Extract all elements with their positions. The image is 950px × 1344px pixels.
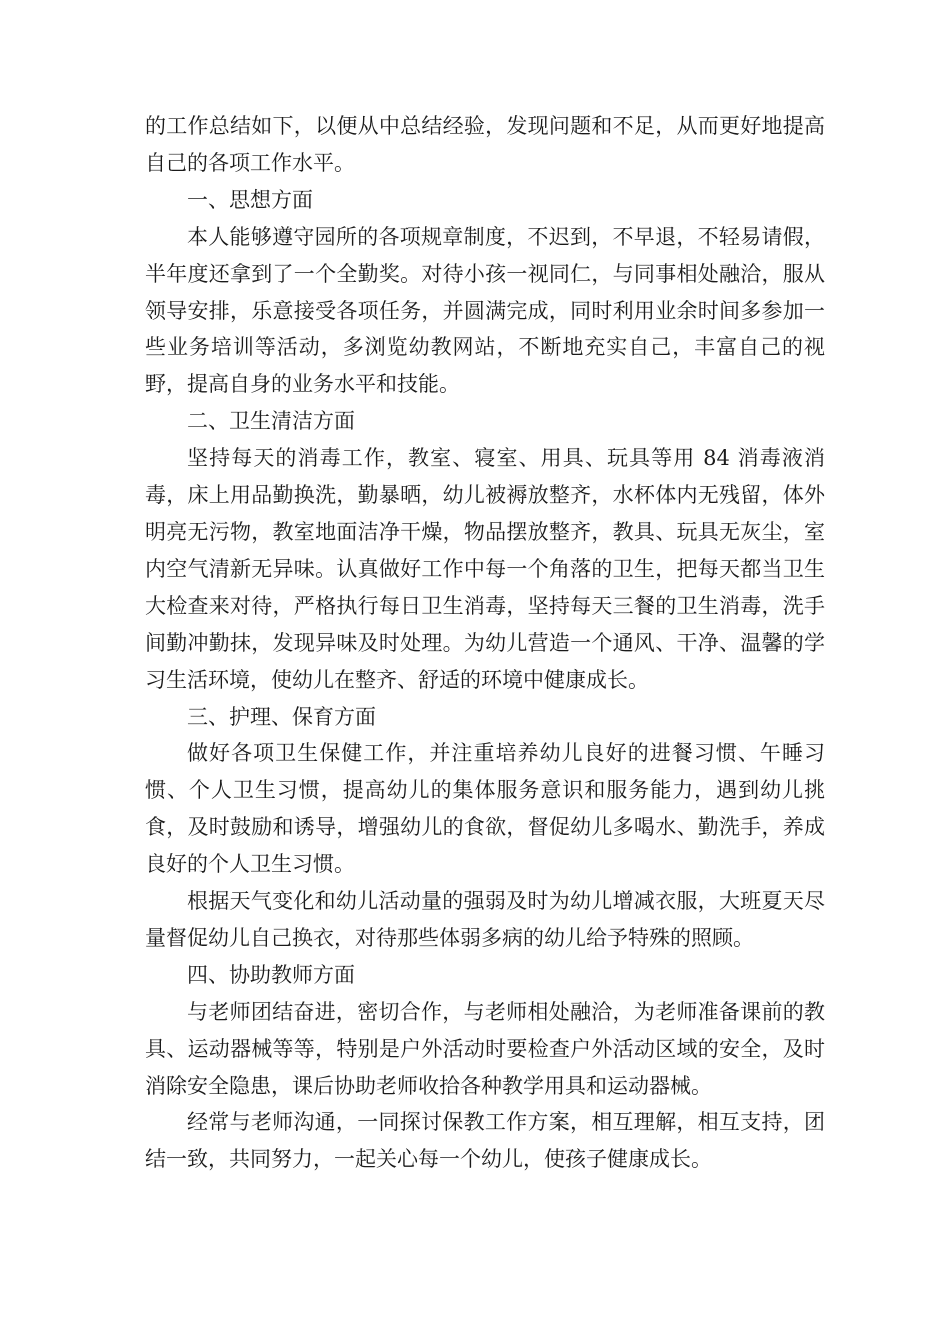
document-page xyxy=(145,108,825,1178)
heading-assist-teacher: 四、协助教师方面 xyxy=(187,962,355,987)
paragraph-ideology: 本人能够遵守园所的各项规章制度，不迟到，不早退，不轻易请假，半年度还拿到了一个全勤奖。对待小孩一视同仁，与同事相处融洽，服从领导安排，乐意接受各项任务，并圆满完成，同时利用业余时间多参加一些业务培训等活动，多浏览幼教网站，不断地充实自己，丰富自己的视野，提高自身的业务水平和技能。 xyxy=(145,224,825,397)
heading-hygiene: 二、卫生清洁方面 xyxy=(187,409,355,434)
paragraph-care-1: 做好各项卫生保健工作，并注重培养幼儿良好的进餐习惯、午睡习惯、个人卫生习惯，提高幼儿的集体服务意识和服务能力，遇到幼儿挑食，及时鼓励和诱导，增强幼儿的食欲，督促幼儿多喝水、勤洗手，养成良好的个人卫生习惯。 xyxy=(145,741,825,877)
paragraph-assist-teacher-2: 经常与老师沟通，一同探讨保教工作方案，相互理解，相互支持，团结一致，共同努力，一起关心每一个幼儿，使孩子健康成长。 xyxy=(145,1110,825,1172)
heading-care: 三、护理、保育方面 xyxy=(187,704,376,729)
paragraph-hygiene: 坚持每天的消毒工作，教室、寝室、用具、玩具等用 84 消毒液消毒，床上用品勤换洗，勤暴晒，幼儿被褥放整齐，水杯体内无残留，体外明亮无污物，教室地面洁净干燥，物品摆放整齐，教具、玩具无灰尘，室内空气清新无异味。认真做好工作中每一个角落的卫生，把每天都当卫生大检查来对待，严格执行每日卫生消毒，坚持每天三餐的卫生消毒，洗手间勤冲勤抹，发现异味及时处理。为幼儿营造一个通风、干净、温馨的学习生活环境，使幼儿在整齐、舒适的环境中健康成长。 xyxy=(145,446,825,692)
paragraph-assist-teacher-1: 与老师团结奋进，密切合作，与老师相处融洽，为老师准备课前的教具、运动器械等等，特别是户外活动时要检查户外活动区域的安全，及时消除安全隐患，课后协助老师收拾各种教学用具和运动器械。 xyxy=(145,999,825,1098)
paragraph-care-2: 根据天气变化和幼儿活动量的强弱及时为幼儿增减衣服，大班夏天尽量督促幼儿自己换衣，对待那些体弱多病的幼儿给予特殊的照顾。 xyxy=(145,889,825,950)
heading-ideology: 一、思想方面 xyxy=(187,187,313,212)
paragraph-intro-continuation: 的工作总结如下，以便从中总结经验，发现问题和不足，从而更好地提高自己的各项工作水平。 xyxy=(145,114,825,175)
